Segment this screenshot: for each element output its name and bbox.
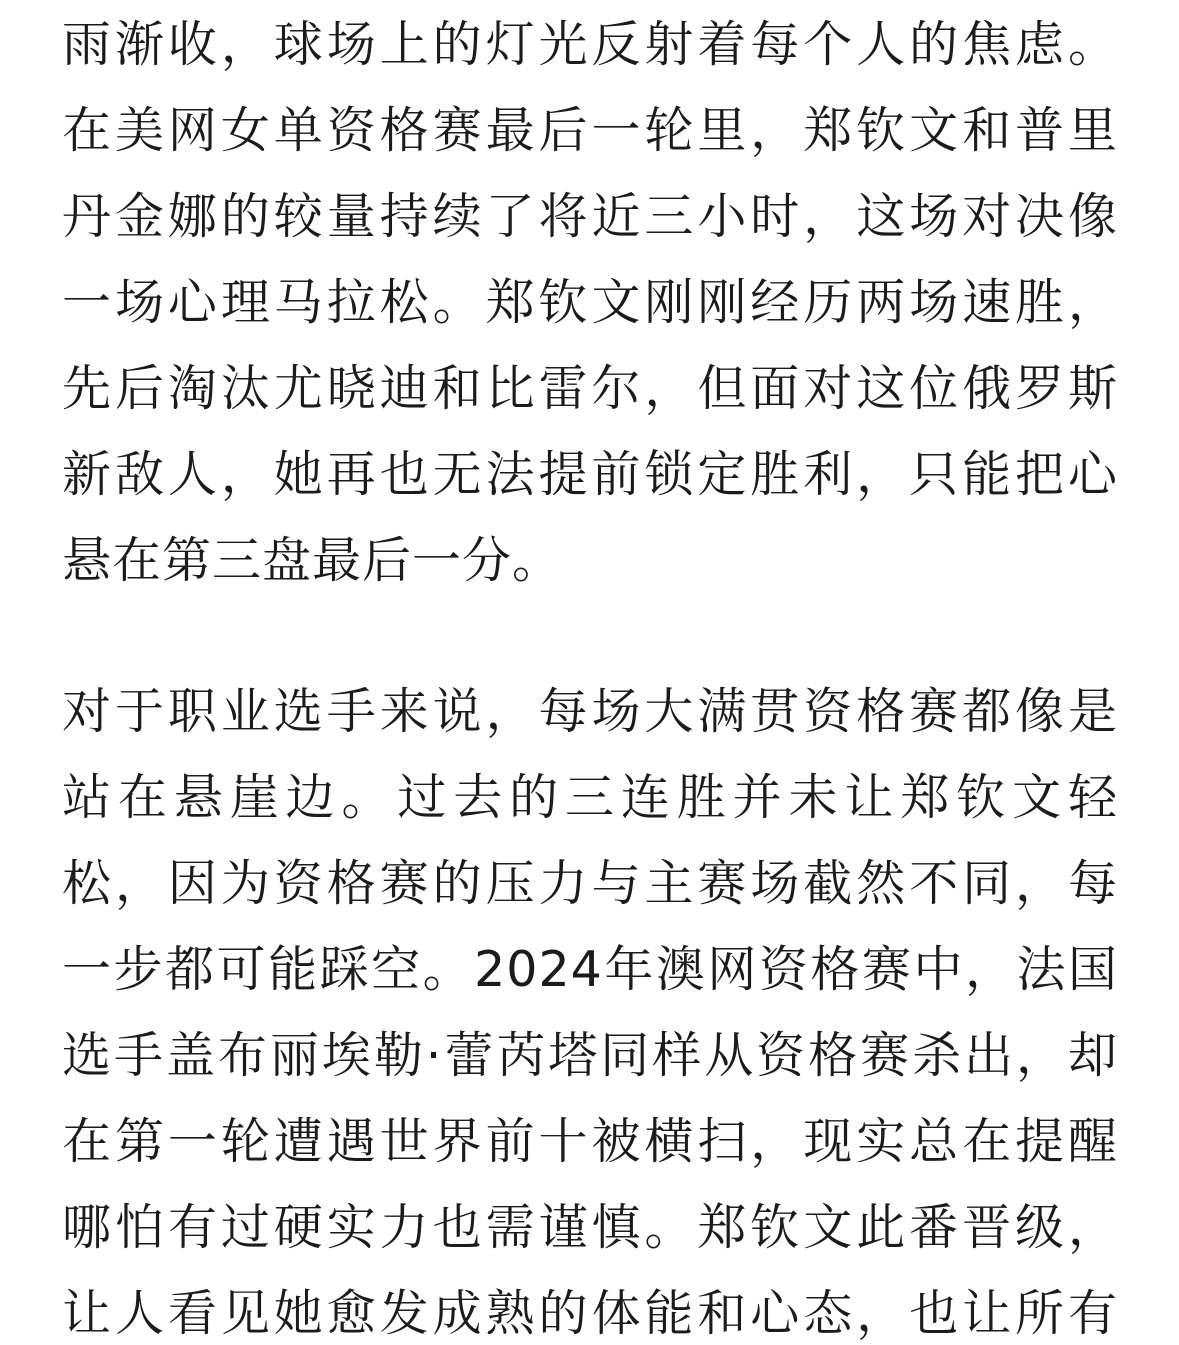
paragraph-2-line-4: 一步都可能踩空。2024年澳网资格赛中，法国 (62, 941, 1118, 998)
paragraph-1-line-7: 悬在第三盘最后一分。 (62, 532, 563, 589)
paragraph-1-line-5: 先后淘汰尤晓迪和比雷尔，但面对这位俄罗斯 (62, 360, 1118, 417)
paragraph-1-line-3: 丹金娜的较量持续了将近三小时，这场对决像 (62, 188, 1118, 245)
paragraph-2-line-6: 在第一轮遭遇世界前十被横扫，现实总在提醒 (62, 1113, 1118, 1170)
paragraph-2-line-7: 哪怕有过硬实力也需谨慎。郑钦文此番晋级， (62, 1199, 1118, 1256)
paragraph-2-line-8: 让人看见她愈发成熟的体能和心态，也让所有 (62, 1285, 1118, 1342)
paragraph-2-line-1: 对于职业选手来说，每场大满贯资格赛都像是 (62, 683, 1118, 740)
paragraph-1-line-1: 雨渐收，球场上的灯光反射着每个人的焦虑。 (62, 16, 1118, 73)
paragraph-1-line-2: 在美网女单资格赛最后一轮里，郑钦文和普里 (62, 102, 1118, 159)
paragraph-2-line-3: 松，因为资格赛的压力与主赛场截然不同，每 (62, 855, 1118, 912)
paragraph-2-line-5: 选手盖布丽埃勒·蕾芮塔同样从资格赛杀出，却 (62, 1027, 1118, 1084)
paragraph-1-line-6: 新敌人，她再也无法提前锁定胜利，只能把心 (62, 446, 1118, 503)
paragraph-1-line-4: 一场心理马拉松。郑钦文刚刚经历两场速胜， (62, 274, 1118, 331)
paragraph-2-line-2: 站在悬崖边。过去的三连胜并未让郑钦文轻 (62, 769, 1118, 826)
